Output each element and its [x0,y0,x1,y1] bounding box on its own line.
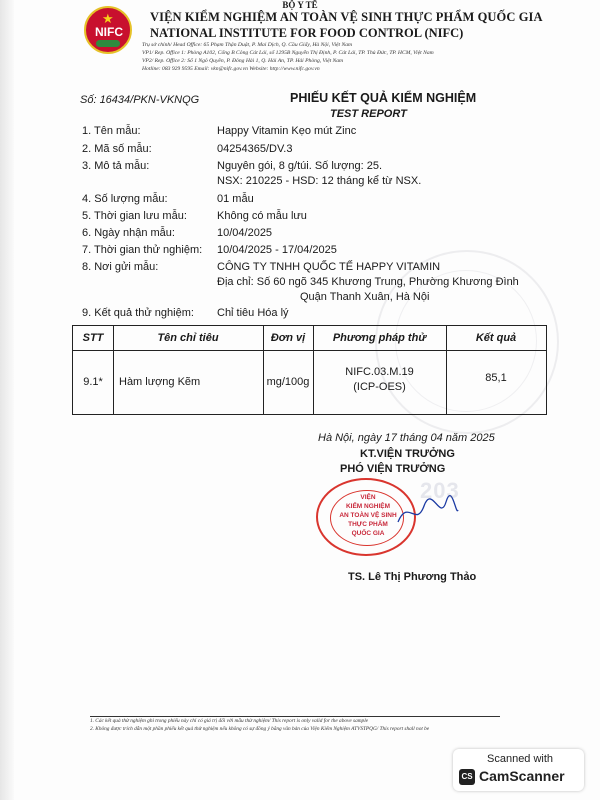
sample-qty-label: 4. Số lượng mẫu: [82,193,168,205]
scanned-with-label: Scanned with [487,753,554,765]
sample-code-label: 2. Mã số mẫu: [82,143,152,155]
stamp-text: KIỂM NGHIỆM [345,503,391,510]
footer-note-2: 2. Không được trích dẫn một phần phiếu kết quả thử nghiệm nếu không có sự đồng ý bằng văn bản của Viện Kiểm Nghiệm ATVSTPQG/ This report shall not be [90,726,430,732]
camscanner-badge [453,749,584,791]
nifc-logo [84,6,132,54]
cell-stt: 9.1* [83,376,103,388]
rep-office-2-address: VP2/ Rep. Office 2: Số 1 Ngô Quyền, P. Đông Hải 1, Q. Hải An, TP. Hải Phòng, Việt Nam [142,58,344,64]
sample-desc-value-2: NSX: 210225 - HSD: 12 tháng kể từ NSX. [217,175,422,187]
stamp-text: VIỆN [360,494,376,501]
page-edge-shadow [0,0,14,800]
sender-address-district: Quận Thanh Xuân, Hà Nội [300,291,430,303]
camscanner-brand: CamScanner [479,768,565,784]
report-title-vn: PHIẾU KẾT QUẢ KIỂM NGHIỆM [290,91,477,105]
cell-parameter: Hàm lượng Kẽm [119,376,201,388]
head-office-address: Trụ sở chính/ Head Office: 65 Phạm Thận Duật, P. Mai Dịch, Q. Cầu Giấy, Hà Nội, Việt Nam [142,42,353,48]
col-header-stt: STT [82,332,104,344]
col-header-unit: Đơn vị [270,332,306,344]
signature-title-1: KT.VIỆN TRƯỞNG [360,448,455,460]
signature-title-2: PHÓ VIỆN TRƯỞNG [340,463,446,475]
test-result-label: 9. Kết quả thử nghiệm: [82,307,194,319]
sample-desc-value: Nguyên gói, 8 g/túi. Số lượng: 25. [217,160,383,172]
signer-name: TS. Lê Thị Phương Thảo [348,571,477,583]
place-date: Hà Nội, ngày 17 tháng 04 năm 2025 [318,432,495,444]
footer-divider [90,716,500,717]
sample-qty-value: 01 mẫu [217,193,254,205]
camscanner-icon: CS [459,769,475,785]
cell-method-2: (ICP-OES) [353,381,406,393]
ministry-name: BỘ Y TẾ [282,0,318,10]
stamp-text: THỰC PHẨM [348,521,388,528]
col-header-parameter: Tên chỉ tiêu [157,332,219,344]
institute-name-vn: VIỆN KIỂM NGHIỆM AN TOÀN VỆ SINH THỰC PHẨM QUỐC GIA [150,10,543,24]
footer-note-1: 1. Các kết quả thử nghiệm ghi trong phiếu này chỉ có giá trị đối với mẫu thử nghiệm/ This report is only valid for the above sample [90,718,369,724]
sender-label: 8. Nơi gửi mẫu: [82,261,159,273]
test-period-label: 7. Thời gian thử nghiệm: [82,244,203,256]
contact-info: Hotline: 083 929 9595 Email: vkn@nifc.gov.vn Website: http://www.nifc.gov.vn [142,66,320,72]
leaf-icon [96,40,120,47]
star-icon: ★ [102,11,114,26]
table-header-divider [73,350,546,351]
cell-result: 85,1 [485,372,507,384]
institute-name-en: NATIONAL INSTITUTE FOR FOOD CONTROL (NIFC) [150,26,464,40]
document-number: Số: 16434/PKN-VKNQG [80,94,200,106]
stamp-text: AN TOÀN VỆ SINH [339,512,397,519]
cell-method: NIFC.03.M.19 [345,366,414,378]
logo-text: NIFC [95,25,123,39]
results-table [72,325,547,415]
col-header-method: Phương pháp thử [332,332,427,344]
watermark-number: 203 [420,478,460,503]
received-date-value: 10/04/2025 [217,227,273,239]
sample-desc-label: 3. Mô tả mẫu: [82,160,150,172]
test-result-value: Chỉ tiêu Hóa lý [217,307,289,319]
stamp-text: QUỐC GIA [351,530,385,537]
sender-address: Địa chỉ: Số 60 ngõ 345 Khương Trung, Phường Khương Đình [217,276,519,288]
sample-name-value: Happy Vitamin Kẹo mút Zinc [217,125,357,137]
retention-label: 5. Thời gian lưu mẫu: [82,210,187,222]
sender-company: CÔNG TY TNHH QUỐC TẾ HAPPY VITAMIN [217,261,441,273]
col-header-result: Kết quả [475,332,517,344]
sample-name-label: 1. Tên mẫu: [82,125,141,137]
retention-value: Không có mẫu lưu [217,210,307,222]
sample-code-value: 04254365/DV.3 [217,143,293,155]
report-title-en: TEST REPORT [330,108,407,120]
rep-office-1-address: VP1/ Rep. Office 1: Phòng A102, Cổng B Công Cát Lái, số 1295B Nguyễn Thị Định, P. Cát Lái, TP. Thủ Đức, TP. HCM, Việt Nam [142,50,434,56]
cell-unit: mg/100g [266,376,310,388]
test-period-value: 10/04/2025 - 17/04/2025 [217,244,337,256]
received-date-label: 6. Ngày nhận mẫu: [82,227,175,239]
